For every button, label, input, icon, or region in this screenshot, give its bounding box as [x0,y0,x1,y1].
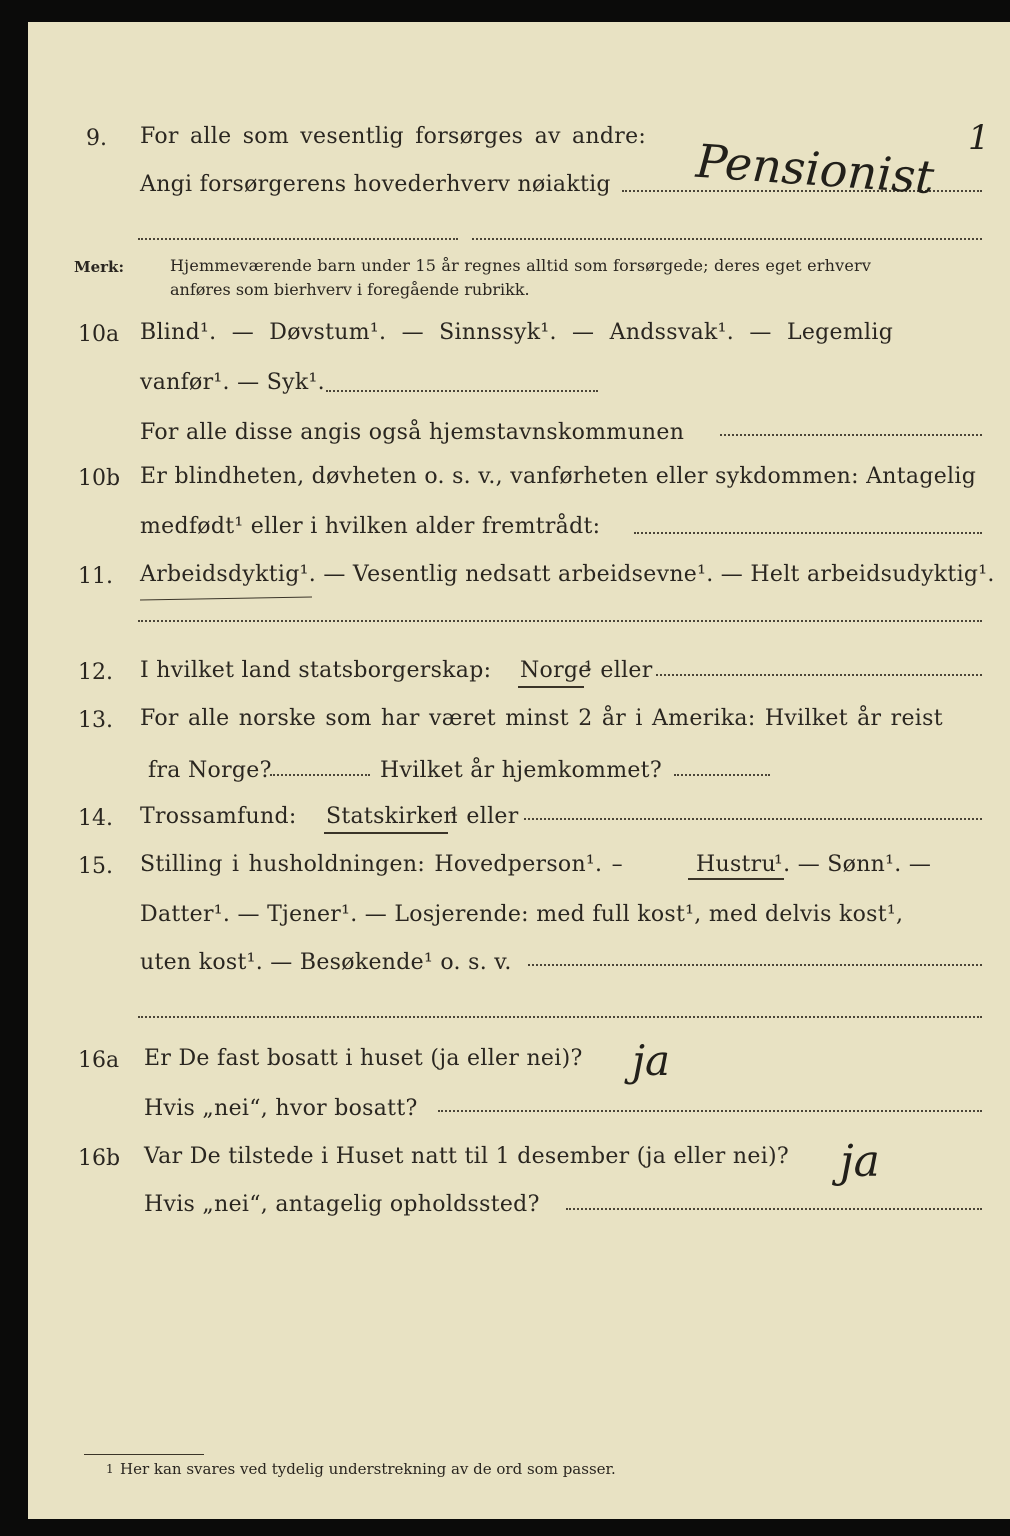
item-15-underline [688,878,784,880]
item-12-rest: ¹ eller [584,658,653,683]
item-14-answer-line [524,818,982,820]
item-16b-answer-line [566,1208,982,1210]
item-15-line1b: ¹. — Sønn¹. — [774,852,932,877]
item-14-label: Trossamfund: [140,804,297,829]
item-10b-answer-line [634,532,982,534]
item-15-line1a: Stilling i husholdningen: Hovedperson¹. – [140,852,623,877]
item-12-underlined-answer: Norge [520,658,592,683]
item-13-line1: For alle norske som har været minst 2 år i Amerika: Hvilket år reist [140,706,943,731]
item-10a-hjemstavn-line [720,434,982,436]
item-9-handwritten-answer: Pensionist [694,133,936,205]
item-10a-line2: vanfør¹. — Syk¹. [140,370,325,395]
item-13-line2b: Hvilket år hjemkommet? [380,758,662,783]
item-13-reist-line [270,774,370,776]
item-10b-line1: Er blindheten, døvheten o. s. v., vanførheten eller sykdommen: Antagelig [140,464,977,489]
item-10b-number: 10b [78,466,121,491]
item-11-line1: Arbeidsdyktig¹. — Vesentlig nedsatt arbeidsevne¹. — Helt arbeidsudyktig¹. [140,562,995,587]
item-12-line1: I hvilket land statsborgerskap: [140,658,492,683]
item-15-underlined-answer: Hustru [696,852,776,877]
item-12-number: 12. [78,660,113,685]
item-16b-number: 16b [78,1146,121,1171]
item-15-answer-line [528,964,982,966]
footnote-rule [84,1454,204,1455]
footnote-text: Her kan svares ved tydelig understrekning av de ord som passer. [120,1460,616,1478]
item-10a-line1: Blind¹. — Døvstum¹. — Sinnssyk¹. — Andssvak¹. — Legemlig [140,320,894,345]
item-16b-line1: Var De tilstede i Huset natt til 1 desember (ja eller nei)? [144,1144,790,1169]
item-16a-line2: Hvis „nei“, hvor bosatt? [144,1096,418,1121]
form-page [28,22,1010,1519]
merk-line2: anføres som bierhverv i foregående rubrikk. [170,280,530,299]
item-14-underlined-answer: Statskirken [326,804,458,829]
item-9-extra-line-a [138,238,458,240]
item-9-line1: For alle som vesentlig forsørges av andre: [140,124,647,149]
item-14-underline [324,832,448,834]
item-12-underline [518,686,584,688]
item-13-line2a: fra Norge? [148,758,272,783]
item-9-extra-line-b [472,238,982,240]
item-13-hjemkommet-line [674,774,770,776]
item-11-number: 11. [78,564,113,589]
footnote-mark: 1 [106,1462,114,1476]
item-15-extra-line [138,1016,982,1018]
item-9-line2: Angi forsørgerens hovederhverv nøiaktig [140,172,611,197]
item-16b-line2: Hvis „nei“, antagelig opholdssted? [144,1192,540,1217]
merk-label: Merk: [74,258,124,276]
item-10a-line3: For alle disse angis også hjemstavnskommunen [140,420,685,445]
item-16b-handwritten-answer: ja [840,1136,880,1187]
item-11-underline-mark [140,596,312,600]
item-16a-number: 16a [78,1048,120,1073]
scan-border-top [0,0,1010,22]
item-15-line3: uten kost¹. — Besøkende¹ o. s. v. [140,950,512,975]
item-16a-answer-line [438,1110,982,1112]
item-11-answer-line [138,620,982,622]
item-10b-line2: medfødt¹ eller i hvilken alder fremtrådt: [140,514,601,539]
item-16a-handwritten-answer: ja [632,1036,671,1085]
merk-line1: Hjemmeværende barn under 15 år regnes alltid som forsørgede; deres eget erhverv [170,256,872,275]
item-14-rest: ¹ eller [450,804,519,829]
item-14-number: 14. [78,806,113,831]
item-9-number: 9. [86,126,107,151]
item-9-handwritten-mark: 1 [968,118,990,158]
item-10a-answer-line [326,390,598,392]
item-13-number: 13. [78,708,113,733]
item-10a-number: 10a [78,322,120,347]
item-16a-line1: Er De fast bosatt i huset (ja eller nei)? [144,1046,583,1071]
item-15-number: 15. [78,854,113,879]
item-12-answer-line [656,674,982,676]
item-15-line2: Datter¹. — Tjener¹. — Losjerende: med full kost¹, med delvis kost¹, [140,902,904,927]
